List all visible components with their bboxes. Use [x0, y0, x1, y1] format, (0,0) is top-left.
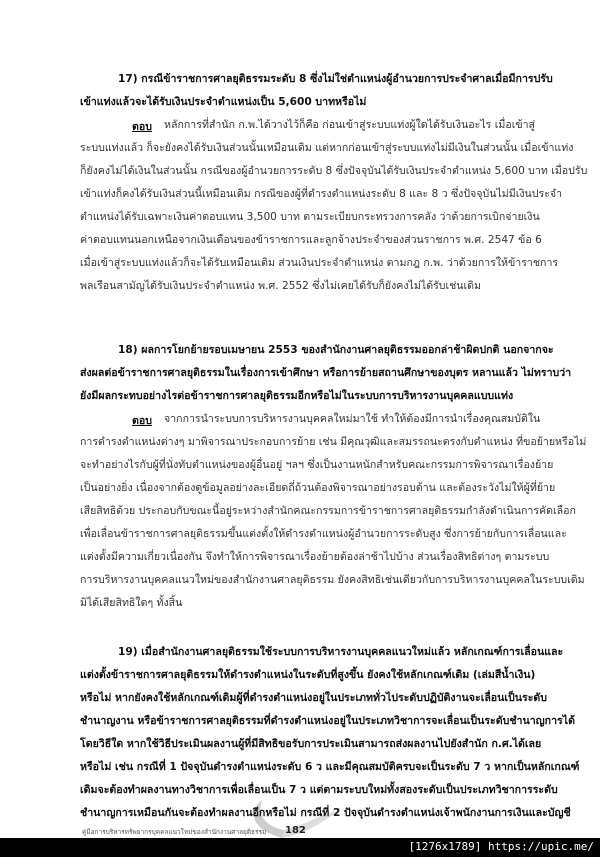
answer-17-line: ตำแหน่งได้รับเฉพาะเงินค่าตอบแทน 3,500 บาท ตามระเบียบกระทรวงการคลัง ว่าด้วยการเบิกจ่ายเงิน — [80, 211, 540, 223]
question-18-line: ยังมีผลกระทบอย่างไรต่อข้าราชการศาลยุติธรรมอีกหรือไม่ในระบบการบริหารงานบุคคลแบบแท่ง — [80, 390, 514, 402]
question-19-line: แต่งตั้งข้าราชการศาลยุติธรรมให้ดำรงตำแหน่งในระดับที่สูงขึ้น ยังคงใช้หลักเกณฑ์เดิม (เล่มสีน้ำเงิน) — [80, 669, 536, 681]
answer-18-line: เสียสิทธิด้วย ประกอบกับขณะนี้อยู่ระหว่างสำนักคณะกรรมการข้าราชการศาลยุติธรรมกำลังดำเนินการคัดเลือก — [80, 505, 576, 517]
answer-17-line: ระบบแท่งแล้ว ก็จะยังคงได้รับเงินส่วนนั้นเหมือนเดิม แต่หากก่อนเข้าสู่ระบบแท่งไม่มีเงินในส่วนนั้น เมื่อเข้าแท่ง — [80, 142, 574, 154]
image-host-bar — [0, 838, 600, 857]
answer-17-line: เข้าแท่งก็คงได้รับเงินส่วนนี้เหมือนเดิม กรณีของผู้ที่ดำรงตำแหน่งระดับ 8 และ 8 ว ซึ่งปัจจุบันไม่มีเงินประจำ — [80, 188, 563, 200]
answer-18-line: แต่งตั้งมีความเกี่ยวเนื่องกัน จึงทำให้การพิจารณาเรื่องย้ายต้องล่าช้าไปบ้าง ส่วนเรื่องสิทธิต่างๆ ตามระบบ — [80, 551, 550, 563]
question-19-line: หรือไม่ หากยังคงใช้หลักเกณฑ์เดิมผู้ที่ดำรงตำแหน่งอยู่ในประเภททั่วไประดับปฏิบัติงานจะเลื่อนเป็นระดับ — [80, 692, 547, 704]
answer-17-line: หลักการที่สำนัก ก.พ.ได้วางไว้ก็คือ ก่อนเข้าสู่ระบบแท่งผู้ใดได้รับเงินอะไร เมื่อเข้าสู่ — [164, 119, 535, 131]
answer-label: ตอบ — [132, 121, 152, 133]
answer-18-line: เป็นอย่างยิ่ง เนื่องจากต้องดูข้อมูลอย่างละเอียดถี่ถ้วนต้องพิจารณาอย่างรอบด้าน และต้องระวังไม่ให้ผู้ที่ย้าย — [80, 482, 556, 494]
page-number: 182 — [285, 825, 306, 836]
answer-label: ตอบ — [132, 415, 152, 427]
answer-17-line: ค่าตอบแทนนอกเหนือจากเงินเดือนของข้าราชการและลูกจ้างประจำของส่วนราชการ พ.ศ. 2547 ข้อ 6 — [80, 234, 542, 246]
question-19-line: 19) เมื่อสำนักงานศาลยุติธรรมใช้ระบบการบริหารงานบุคคลแนวใหม่แล้ว หลักเกณฑ์การเลื่อนและ — [118, 646, 564, 658]
question-18-line: 18) ผลการโยกย้ายรอบเมษายน 2553 ของสำนักงานศาลยุติธรรมออกล่าช้าผิดปกติ นอกจากจะ — [118, 344, 554, 356]
question-19-line: หรือไม่ เช่น กรณีที่ 1 ปัจจุบันดำรงตำแหน่งระดับ 6 ว และมีคุณสมบัติครบจะเป็นระดับ 7 ว หากเป็นหลักเกณฑ์ — [80, 761, 580, 773]
question-19-line: เดิมจะต้องทำผลงานทางวิชาการเพื่อเลื่อนเป็น 7 ว แต่ตามระบบใหม่ทั้งสองระดับเป็นประเภทวิชาการระดับ — [80, 784, 558, 796]
answer-17-line: พลเรือนสามัญได้รับเงินประจำตำแหน่ง พ.ศ. 2552 ซึ่งไม่เคยได้รับก็ยังคงไม่ได้รับเช่นเดิม — [80, 280, 482, 292]
image-host-label: [1276x1789] https://upic.me/ — [408, 840, 594, 853]
question-17-line: 17) กรณีข้าราชการศาลยุติธรรมระดับ 8 ซึ่งไม่ใช่ตำแหน่งผู้อำนวยการประจำศาลเมื่อมีการปรับ — [118, 73, 553, 85]
answer-18-line: จะทำอย่างไรกับผู้ที่นั่งทับตำแหน่งของผู้อื่นอยู่ ฯลฯ ซึ่งเป็นงานหนักสำหรับคณะกรรมการพิจารณาเรื่องย้าย — [80, 459, 554, 471]
question-19-line: โดยวิธีใด หากใช้วิธีประเมินผลงานผู้ที่มีสิทธิขอรับการประเมินสามารถส่งผลงานไปยังสำนัก ก.ศ.ได้เลย — [80, 738, 542, 750]
question-18-line: ส่งผลต่อข้าราชการศาลยุติธรรมในเรื่องการเข้าศึกษา หรือการย้ายสถานศึกษาของบุตร หลานแล้ว ไม่ทราบว่า — [80, 367, 572, 379]
question-19-line: ชำนาญการเหมือนกันจะต้องทำผลงานอีกหรือไม่ กรณีที่ 2 ปัจจุบันดำรงตำแหน่งเจ้าพนักงานการเงินและบัญชี — [80, 807, 571, 819]
question-17-line: เข้าแท่งแล้วจะได้รับเงินประจำตำแหน่งเป็น 5,600 บาทหรือไม่ — [80, 96, 367, 108]
answer-18-line: การบริหารงานบุคคลแนวใหม่ของสำนักงานศาลยุติธรรม ยังคงสิทธิเช่นเดียวกับการบริหารงานบุคคลในระบบเดิม — [80, 574, 585, 586]
footer-title: คู่มือการบริหารทรัพยากรบุคคลแนวใหม่ของสำนักงานศาลยุติธรรม — [82, 828, 267, 836]
answer-18-line: จากการนำระบบการบริหารงานบุคคลใหม่มาใช้ ทำให้ต้องมีการนำเรื่องคุณสมบัติใน — [164, 413, 541, 425]
answer-18-line: เพื่อเลื่อนข้าราชการศาลยุติธรรมขึ้นแต่งตั้งให้ดำรงตำแหน่งผู้อำนวยการระดับสูง ซึ่งการย้ายกับการเลื่อนและ — [80, 528, 567, 540]
answer-18-line: การดำรงตำแหน่งต่างๆ มาพิจารณาประกอบการย้าย เช่น มีคุณวุฒิและสมรรถนะตรงกับตำแหน่ง ที่ขอย้ายหรือไม่ — [80, 436, 587, 448]
answer-17-line: ก็ยังคงไม่ได้เงินในส่วนนั้น กรณีของผู้อำนวยการระดับ 8 ซึ่งปัจจุบันได้รับเงินประจำตำแหน่ง 5,600 บาท เมื่อปรับ — [80, 165, 588, 177]
question-19-line: ชำนาญงาน หรือข้าราชการศาลยุติธรรมที่ดำรงตำแหน่งอยู่ในประเภทวิชาการจะเลื่อนเป็นระดับชำนาญการได้ — [80, 715, 575, 727]
answer-17-line: เมื่อเข้าสู่ระบบแท่งแล้วก็จะได้รับเหมือนเดิม ส่วนเงินประจำตำแหน่ง ตามกฎ ก.พ. ว่าด้วยการให้ข้าราชการ — [80, 257, 559, 269]
answer-18-line: มิได้เสียสิทธิใดๆ ทั้งสิ้น — [80, 597, 183, 609]
